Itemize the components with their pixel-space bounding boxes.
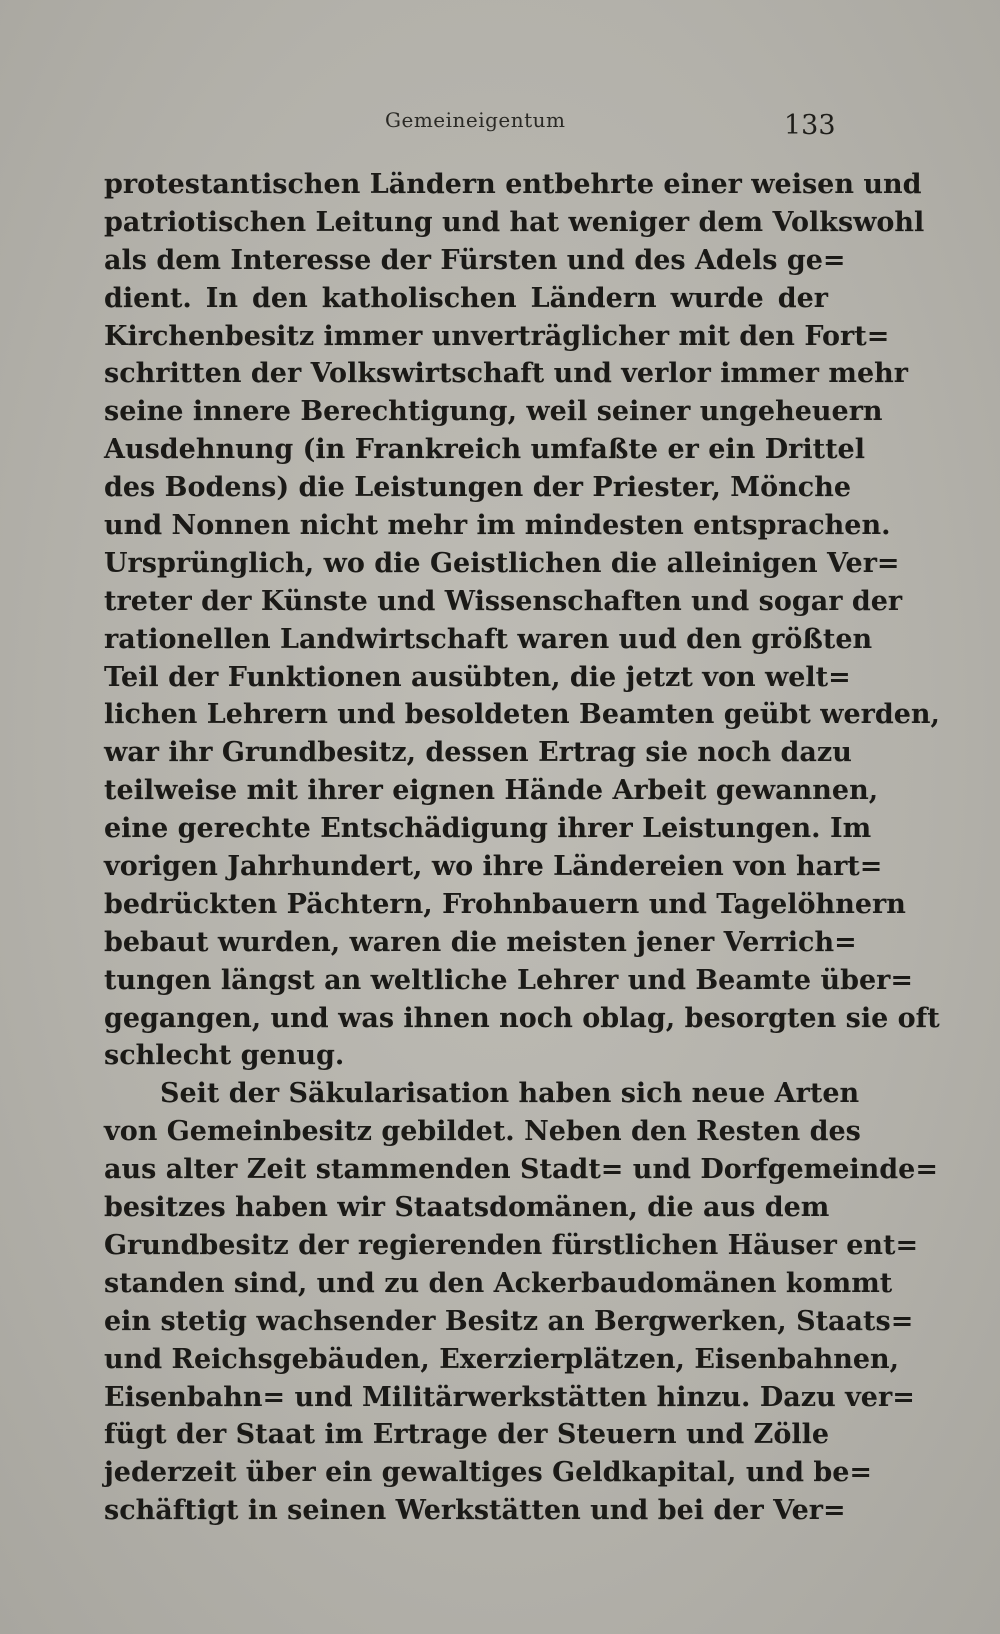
- text-line: Ausdehnung (in Frankreich umfaßte er ein Drittel: [104, 434, 865, 466]
- text-line: standen sind, und zu den Ackerbaudomänen kommt: [104, 1267, 893, 1299]
- text-line: ein stetig wachsender Besitz an Bergwerken, Staats=: [104, 1305, 914, 1337]
- text-line: lichen Lehrern und besoldeten Beamten geübt werden,: [104, 699, 940, 731]
- text-line: Grundbesitz der regierenden fürstlichen Häuser ent=: [104, 1229, 919, 1261]
- text-line: patriotischen Leitung und hat weniger dem Volkswohl: [104, 206, 925, 238]
- text-line: protestantischen Ländern entbehrte einer weisen und: [104, 169, 922, 200]
- text-line: bebaut wurden, waren die meisten jener Verrich=: [104, 926, 857, 958]
- text-line: und Nonnen nicht mehr im mindesten entsprachen.: [104, 510, 891, 542]
- running-title: Gemeineigentum: [385, 108, 566, 132]
- text-line: Kirchenbesitz immer unverträglicher mit den Fort=: [104, 320, 890, 352]
- text-line: war ihr Grundbesitz, dessen Ertrag sie noch dazu: [104, 737, 852, 769]
- text-line: Seit der Säkularisation haben sich neue Arten: [160, 1078, 860, 1110]
- text-line: teilweise mit ihrer eignen Hände Arbeit gewannen,: [104, 775, 879, 807]
- text-line: rationellen Landwirtschaft waren uud den größten: [104, 623, 873, 655]
- text-line: besitzes haben wir Staatsdomänen, die aus dem: [104, 1192, 830, 1224]
- text-line: seine innere Berechtigung, weil seiner ungeheuern: [104, 396, 883, 428]
- text-line: Teil der Funktionen ausübten, die jetzt von welt=: [104, 661, 851, 693]
- text-line: des Bodens) die Leistungen der Priester, Mönche: [104, 472, 852, 504]
- text-line: eine gerechte Entschädigung ihrer Leistungen. Im: [104, 813, 872, 845]
- text-line: schäftigt in seinen Werkstätten und bei der Ver=: [104, 1495, 846, 1527]
- text-line: als dem Interesse der Fürsten und des Adels ge=: [104, 244, 846, 276]
- text-line: und Reichsgebäuden, Exerzierplätzen, Eisenbahnen,: [104, 1343, 900, 1375]
- text-line: treter der Künste und Wissenschaften und sogar der: [104, 585, 903, 617]
- page-number: 133: [784, 110, 836, 141]
- text-line: bedrückten Pächtern, Frohnbauern und Tagelöhnern: [104, 888, 906, 920]
- text-line: jederzeit über ein gewaltiges Geldkapital, und be=: [104, 1457, 873, 1489]
- text-line: dient. In den katholischen Ländern wurde der: [104, 282, 828, 314]
- running-head: [0, 104, 1000, 144]
- text-line: von Gemeinbesitz gebildet. Neben den Resten des: [104, 1116, 861, 1148]
- text-line: gegangen, und was ihnen noch oblag, besorgten sie oft: [104, 1002, 940, 1034]
- text-line: schlecht genug.: [104, 1040, 345, 1072]
- body-text: [104, 166, 940, 1530]
- text-line: vorigen Jahrhundert, wo ihre Ländereien von hart=: [104, 851, 883, 883]
- text-line: tungen längst an weltliche Lehrer und Beamte über=: [104, 964, 913, 996]
- text-line: schritten der Volkswirtschaft und verlor immer mehr: [104, 358, 909, 390]
- text-line: Ursprünglich, wo die Geistlichen die alleinigen Ver=: [104, 547, 900, 579]
- text-line: aus alter Zeit stammenden Stadt= und Dorfgemeinde=: [104, 1154, 938, 1186]
- text-line: fügt der Staat im Ertrage der Steuern und Zölle: [104, 1419, 830, 1451]
- text-line: Eisenbahn= und Militärwerkstätten hinzu. Dazu ver=: [104, 1381, 915, 1413]
